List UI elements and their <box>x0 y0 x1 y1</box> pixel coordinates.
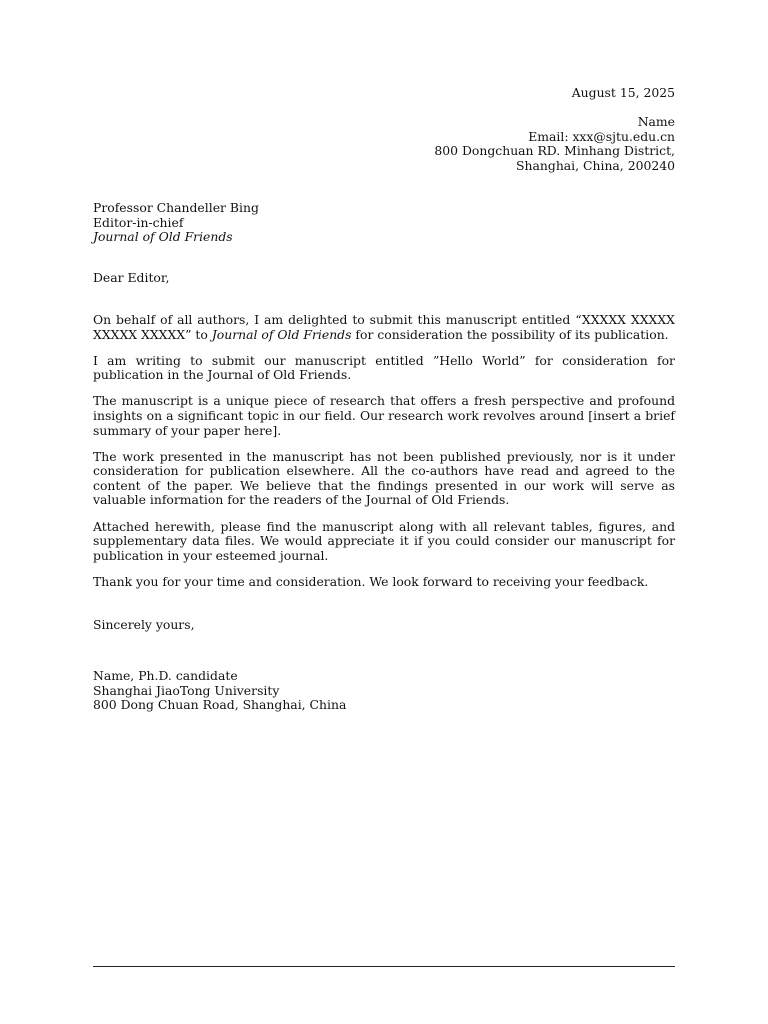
letter-body <box>93 313 675 601</box>
body-paragraph-2: I am writing to submit our manuscript entitled ”Hello World” for consideration for publication in the Journal of Old Friends. <box>93 352 675 383</box>
signature-line3: 800 Dong Chuan Road, Shanghai, China <box>93 697 347 713</box>
body-paragraph-3: The manuscript is a unique piece of research that offers a fresh perspective and profound insights on a significant topic in our field. Our research work revolves around [insert a brief summary of your paper here]. <box>93 393 675 438</box>
sender-address-line1: 800 Dongchuan RD. Minhang District, <box>434 143 675 159</box>
footer-divider <box>93 966 675 967</box>
signature-line2: Shanghai JiaoTong University <box>93 682 280 698</box>
body-paragraph-4: The work presented in the manuscript has not been published previously, nor is it under consideration for publication elsewhere. All the co-authors have read and agreed to the content of the paper. We believe that the findings presented in our work will serve as valuable information for the readers of the Journal of Old Friends. <box>93 448 675 508</box>
recipient-name: Professor Chandeller Bing <box>93 200 259 215</box>
recipient-journal: Journal of Old Friends <box>93 229 233 245</box>
signature-line1: Name, Ph.D. candidate <box>93 668 238 683</box>
sender-address-line2: Shanghai, China, 200240 <box>516 157 675 173</box>
sender-name: Name <box>637 114 675 129</box>
recipient-title: Editor-in-chief <box>93 214 184 230</box>
sender-email: Email: xxx@sjtu.edu.cn <box>528 128 675 144</box>
body-paragraph-5: Attached herewith, please find the manuscript along with all relevant tables, figures, and supplementary data files. We would appreciate it if you could consider our manuscript for publication in your esteemed journal. <box>93 518 675 563</box>
recipient-block <box>93 201 259 245</box>
signature-block <box>93 669 346 713</box>
paragraph-1-start: On behalf of all authors, I am delighted to submit this manuscript entitled “XXXXX XXXXX XXXXX XXXXX” to <box>93 312 675 342</box>
sender-block <box>434 115 675 173</box>
letter-page <box>93 0 675 1024</box>
letter-date: August 15, 2025 <box>571 85 675 100</box>
body-paragraph-6: Thank you for your time and consideration. We look forward to receiving your feedback. <box>93 573 649 589</box>
body-paragraph-1 <box>93 313 675 342</box>
salutation: Dear Editor, <box>93 270 170 285</box>
paragraph-1-journal: Journal of Old Friends <box>211 326 352 342</box>
paragraph-1-end: for consideration the possibility of its publication. <box>351 326 669 342</box>
closing: Sincerely yours, <box>93 617 195 632</box>
